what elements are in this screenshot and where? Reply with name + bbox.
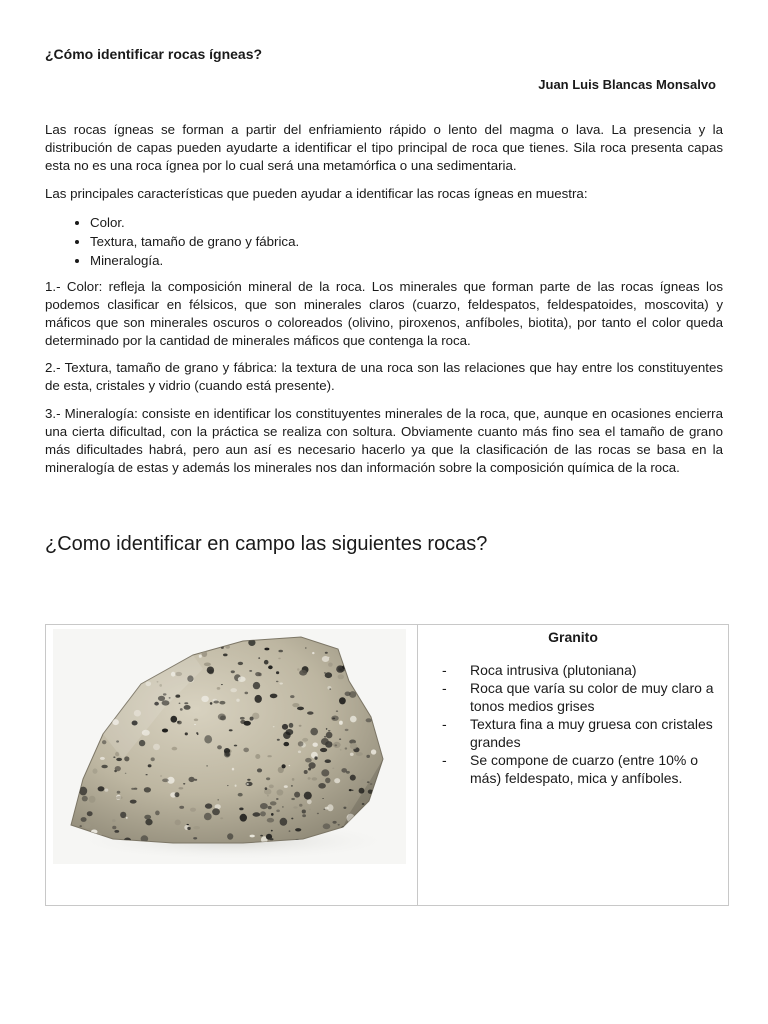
document-title: ¿Cómo identificar rocas ígneas?: [45, 46, 263, 62]
rock-name: Granito: [548, 629, 598, 645]
dash-bullet: -: [442, 716, 447, 732]
rock-table: [45, 624, 729, 906]
rock-features-list: [442, 661, 732, 787]
list-item: • Textura, tamaño de grano y fábrica.: [90, 232, 299, 251]
dash-bullet: -: [442, 752, 447, 768]
dash-bullet: -: [442, 662, 447, 678]
granite-rock-photo: [53, 629, 406, 864]
list-item: [442, 661, 732, 679]
list-item: [442, 715, 732, 751]
rock-info-cell: [418, 625, 728, 905]
list-item: • Mineralogía.: [90, 251, 299, 270]
color-paragraph: 1.- Color: refleja la composición mineral de la roca. Los minerales que forman parte de las rocas ígneas los podemos clasificar en félsicos, que son minerales claros (cuarzo, feldespatos, feldespatoides, moscovita) y máficos que son minerales oscuros o coloreados (olivino, piroxenos, anfíboles, biotita), por tanto el color queda determinado por la cantidad de minerales máficos que contenga la roca.: [45, 279, 723, 348]
feature-text: Se compone de cuarzo (entre 10% o más) feldespato, mica y anfíboles.: [470, 752, 699, 786]
feature-text: Roca intrusiva (plutoniana): [470, 662, 637, 678]
feature-text: Roca que varía su color de muy claro a tonos medios grises: [470, 680, 714, 714]
characteristics-intro-paragraph: Las principales características que pueden ayudar a identificar las rocas ígneas en muestra:: [45, 186, 588, 201]
feature-text: Textura fina a muy gruesa con cristales grandes: [470, 716, 713, 750]
list-item: • Color.: [90, 213, 299, 232]
list-item: [442, 751, 732, 787]
intro-paragraph: Las rocas ígneas se forman a partir del enfriamiento rápido o lento del magma o lava. La presencia y la distribución de capas pueden ayudarte a identificar el tipo principal de roca que tienes. Sila roca presenta capas esta no es una roca ígnea por lo cual será una metamórfica o una sedimentaria.: [45, 122, 723, 173]
characteristics-list: [45, 213, 299, 270]
list-item: [442, 679, 732, 715]
section-heading: ¿Como identificar en campo las siguientes rocas?: [45, 533, 488, 555]
texture-paragraph: 2.- Textura, tamaño de grano y fábrica: la textura de una roca son las relaciones que hay entre los constituyentes de esta, cristales y vidrio (cuando está presente).: [45, 360, 723, 393]
mineralogy-paragraph: 3.- Mineralogía: consiste en identificar los constituyentes minerales de la roca, que, aunque en ocasiones encierra una cierta dificultad, con la práctica se realiza con soltura. Obviamente cuanto más fino sea el tamaño de grano más dificultades habrá, pero aun así es necesario hacerlo ya que la clasificación de las rocas se basa en la mineralogía de estas y además los minerales nos dan información sobre la composición química de la roca.: [45, 406, 723, 475]
dash-bullet: -: [442, 680, 447, 696]
document-author: Juan Luis Blancas Monsalvo: [538, 77, 716, 92]
rock-image-cell: [46, 625, 418, 905]
